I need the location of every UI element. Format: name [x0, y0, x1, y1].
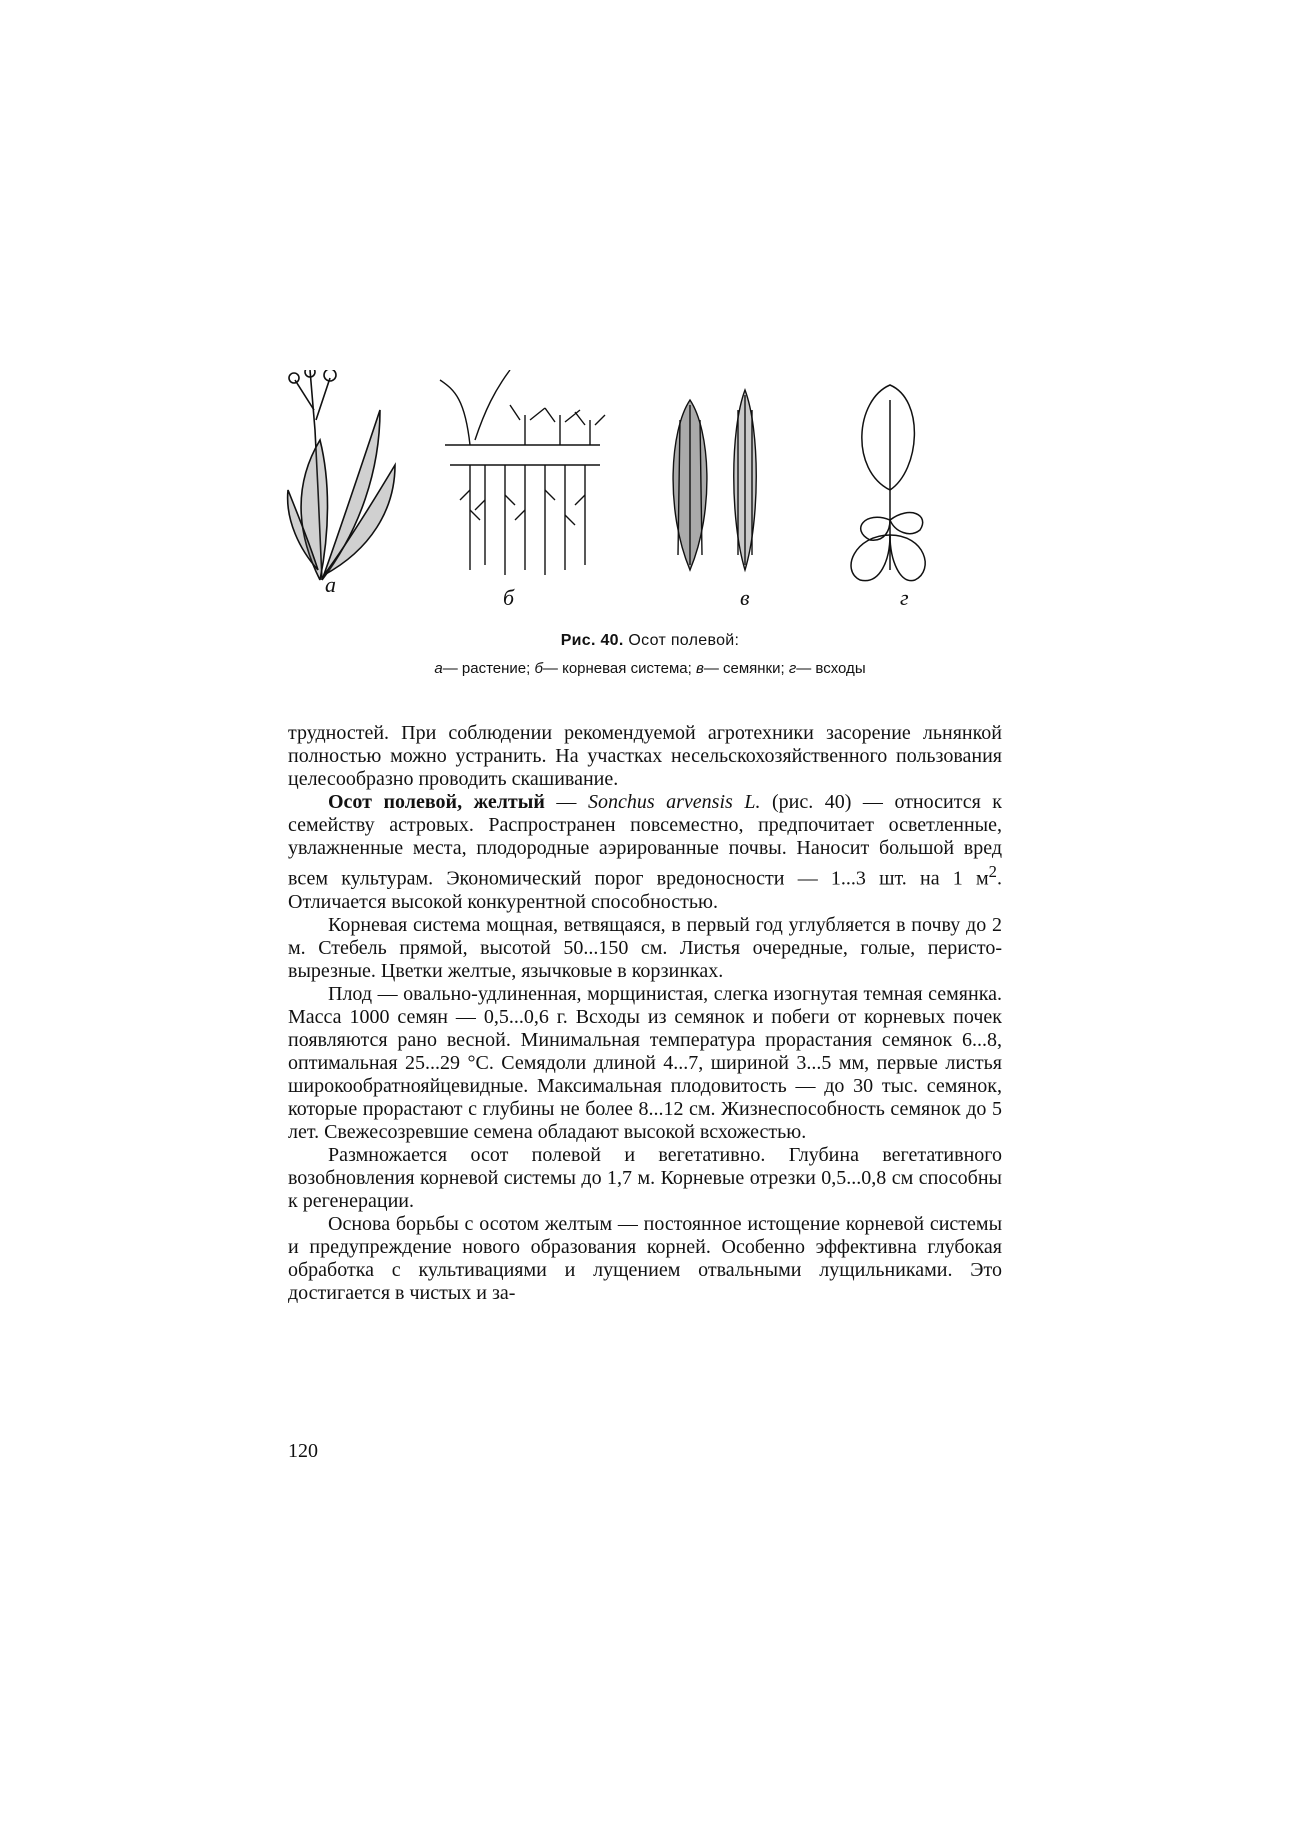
caption-item-a: — растение; [442, 660, 531, 677]
figure-40 [270, 370, 1030, 620]
caption-title: Осот полевой: [628, 632, 740, 649]
root-system-drawing [440, 370, 605, 575]
superscript-2: 2 [988, 862, 997, 881]
paragraph-3: Корневая система мощная, ветвящаяся, в первый год углубляется в почву до 2 м. Стебель прямой, высотой 50...150 см. Листья очередные, голые, перисто-вырезные. Цветки желтые, язычковые в корзинках. [288, 913, 1002, 982]
species-name: Осот полевой, желтый [328, 791, 545, 813]
caption-letter-v: в [695, 660, 704, 677]
figure-caption-title [270, 632, 1030, 650]
latin-name: Sonchus arvensis L. [587, 791, 761, 813]
paragraph-6: Основа борьбы с осотом желтым — постоянное истощение корневой системы и предупреждение нового образования корней. Особенно эффективна глубокая обработка с культивациями и лущением отвальными лущильниками. Это достигается в чистых и за- [288, 1212, 1002, 1304]
paragraph-5: Размножается осот полевой и вегетативно. Глубина вегетативного возобновления корневой системы до 1,7 м. Корневые отрезки 0,5...0,8 см способны к регенерации. [288, 1143, 1002, 1212]
paragraph-2 [288, 791, 1002, 914]
caption-item-b: — корневая система; [542, 660, 692, 677]
body-text [288, 722, 1002, 1305]
caption-item-g: — всходы [796, 660, 866, 677]
figure-letter-a: а [325, 572, 336, 597]
figure-caption-legend [270, 660, 1030, 677]
caption-number: Рис. 40. [560, 632, 624, 649]
figure-letter-v: в [740, 585, 750, 610]
plant-drawing [288, 370, 395, 580]
figure-letter-g: г [900, 585, 909, 610]
figure-illustration [270, 370, 1030, 620]
paragraph-4: Плод — овально-удлиненная, морщинистая, слегка изогнутая темная семянка. Масса 1000 семян — 0,5...0,6 г. Всходы из семянок и побеги от корневых почек появляются рано весной. Минимальная температура прорастания семянок 6...8, оптимальная 25...29 °С. Семядоли длиной 4...7, шириной 3...5 мм, первые листья широкообратнояйцевидные. Максимальная плодовитость — до 30 тыс. семянок, которые прорастают с глубины не более 8...12 см. Жизнеспособность семянок до 5 лет. Свежесозревшие семена обладают высокой всхожестью. [288, 982, 1002, 1143]
seeds-drawing [673, 390, 756, 570]
figure-letter-b: б [503, 585, 515, 610]
page-number: 120 [288, 1440, 318, 1462]
paragraph-1: трудностей. При соблюдении рекомендуемой агротехники засорение льнянкой полностью можно устранить. На участках несельскохозяйственного пользования целесообразно проводить скашивание. [288, 722, 1002, 790]
caption-item-v: — семянки; [703, 660, 785, 677]
caption-letter-b: б [534, 660, 543, 677]
species-dash: — [544, 791, 588, 813]
caption-letter-g: г [788, 660, 797, 677]
seedling-drawing [851, 385, 925, 581]
caption-letter-a: а [434, 660, 443, 677]
paragraph-2-end: . Отличается высокой конкурентной способностью. [288, 867, 1002, 913]
paragraph-2-text: (рис. 40) — относится к семейству астровых. Распространен повсеместно, предпочитает осветленные, увлажненные места, плодородные аэрированные почвы. Наносит большой вред всем культурам. Экономический порог вредоносности — 1...3 шт. на 1 м [288, 791, 1003, 890]
